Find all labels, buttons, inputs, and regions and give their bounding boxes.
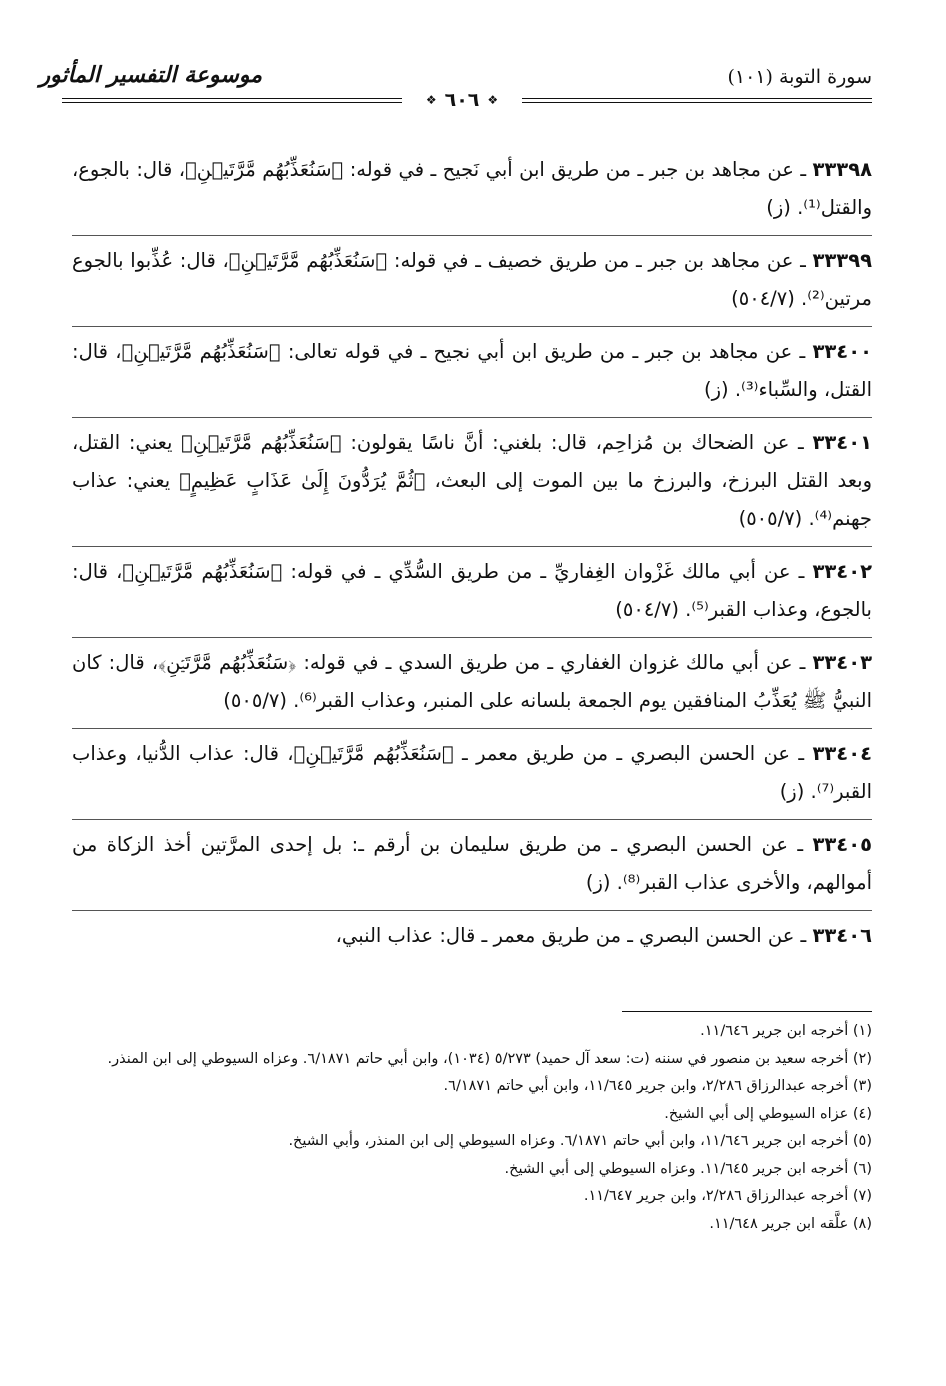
entry-number: ٣٣٣٩٩ (812, 249, 872, 272)
footnote: (١) أخرجه ابن جرير ١١/٦٤٦. (700, 1023, 872, 1039)
entry (72, 327, 872, 418)
footnote: (٤) عزاه السيوطي إلى أبي الشيخ. (664, 1105, 872, 1122)
entry-text: ـ عن مجاهد بن جبر ـ من طريق ابن أبي نَجيح ـ في قوله: ﴿سَنُعَذِّبُهُم مَّرَّتَيۡنِ﴾، قال: بالجوع، والقتل⁽¹⁾. (ز) (72, 158, 872, 219)
entry (72, 638, 872, 729)
entries-list (72, 145, 872, 963)
book-title: موسوعة التفسير المأثور (39, 62, 262, 88)
entry-text: ـ عن مجاهد بن جبر ـ من طريق ابن أبي نجيح ـ في قوله تعالى: ﴿سَنُعَذِّبُهُم مَّرَّتَيۡنِ﴾، قال: القتل، والسِّباء⁽³⁾. (ز) (72, 340, 872, 401)
entry-number: ٣٣٤٠٤ (812, 742, 872, 765)
ornament-icon: ❖ (425, 93, 437, 107)
entry-text: ـ عن الحسن البصري ـ من طريق سليمان بن أرقم ـ: بل إحدى المرَّتين أخذ الزكاة من أموالهم، والأخرى عذاب القبر⁽⁸⁾. (ز) (72, 833, 872, 894)
entry (72, 911, 872, 963)
footnote: (٢) أخرجه سعيد بن منصور في سننه (ت: سعد آل حميد) ٥/٢٧٣ (١٠٣٤)، وابن أبي حاتم ٦/١٨٧١. وعزاه السيوطي إلى ابن المنذر. (107, 1050, 872, 1067)
entry (72, 236, 872, 327)
entry (72, 418, 872, 547)
entry-number: ٣٣٤٠٠ (812, 340, 872, 363)
page-header (39, 62, 872, 122)
entry (72, 820, 872, 911)
footnotes (66, 1018, 872, 1238)
entry-text: ـ عن أبي مالك غزوان الغفاري ـ من طريق السدي ـ في قوله: ﴿سَنُعَذِّبُهُم مَّرَّتَيۡنِ﴾، قال: كان النبيُّ ﷺ يُعَذِّبُ المنافقين يوم الجمعة بلسانه على المنبر، وعذاب القبر⁽⁶⁾. (٥٠٥/٧) (72, 651, 872, 712)
entry (72, 547, 872, 638)
footnote: (٨) علَّقه ابن جرير ١١/٦٤٨. (709, 1215, 872, 1232)
surah-title: سورة التوبة (١٠١) (727, 66, 872, 88)
entry-text: ـ عن الضحاك بن مُزاحِم، قال: بلغني: أنَّ ناسًا يقولون: ﴿سَنُعَذِّبُهُم مَّرَّتَيۡنِ﴾ يعني: القتل، وبعد القتل البرزخ، والبرزخ ما بين الموت إلى البعث، ﴿ثُمَّ يُرَدُّونَ إِلَىٰ عَذَابٍ عَظِيمٍ﴾ يعني: عذاب جهنم⁽⁴⁾. (٥٠٥/٧) (72, 431, 872, 530)
ornament-icon: ❖ (487, 93, 499, 107)
entry-number: ٣٣٤٠٥ (812, 833, 872, 856)
entry (72, 729, 872, 820)
page-number-box (402, 88, 522, 112)
entry-number: ٣٣٣٩٨ (812, 158, 873, 181)
footnote: (٣) أخرجه عبدالرزاق ٢/٢٨٦، وابن جرير ١١/٦٤٥، وابن أبي حاتم ٦/١٨٧١. (443, 1078, 872, 1094)
entry (72, 145, 872, 236)
entry-text: ـ عن الحسن البصري ـ من طريق معمر ـ قال: عذاب النبي، (335, 924, 807, 947)
entry-number: ٣٣٤٠٦ (812, 924, 872, 947)
entry-number: ٣٣٤٠٢ (812, 560, 872, 583)
entry-number: ٣٣٤٠١ (812, 431, 873, 454)
footnote: (٥) أخرجه ابن جرير ١١/٦٤٦، وابن أبي حاتم ٦/١٨٧١. وعزاه السيوطي إلى ابن المنذر، وأبي الشيخ. (288, 1133, 872, 1149)
entry-text: ـ عن أبي مالك غَزْوان الغِفاريِّ ـ من طريق السُّدِّي ـ في قوله: ﴿سَنُعَذِّبُهُم مَّرَّتَيۡنِ﴾، قال: بالجوع، وعذاب القبر⁽⁵⁾. (٥٠٤/٧) (72, 560, 872, 621)
footnote: (٧) أخرجه عبدالرزاق ٢/٢٨٦، وابن جرير ١١/٦٤٧. (583, 1188, 872, 1204)
footnote-rule (622, 1011, 872, 1012)
entry-text: ـ عن مجاهد بن جبر ـ من طريق خصيف ـ في قوله: ﴿سَنُعَذِّبُهُم مَّرَّتَيۡنِ﴾، قال: عُذِّبوا بالجوع مرتين⁽²⁾. (٥٠٤/٧) (72, 249, 872, 310)
footnote: (٦) أخرجه ابن جرير ١١/٦٤٥. وعزاه السيوطي إلى أبي الشيخ. (504, 1160, 872, 1177)
entry-text: ـ عن الحسن البصري ـ من طريق معمر ـ ﴿سَنُعَذِّبُهُم مَّرَّتَيۡنِ﴾، قال: عذاب الدُّنيا، وعذاب القبر⁽⁷⁾. (ز) (72, 742, 872, 803)
entry-number: ٣٣٤٠٣ (812, 651, 872, 674)
page-number: ٦٠٦ (444, 89, 480, 111)
